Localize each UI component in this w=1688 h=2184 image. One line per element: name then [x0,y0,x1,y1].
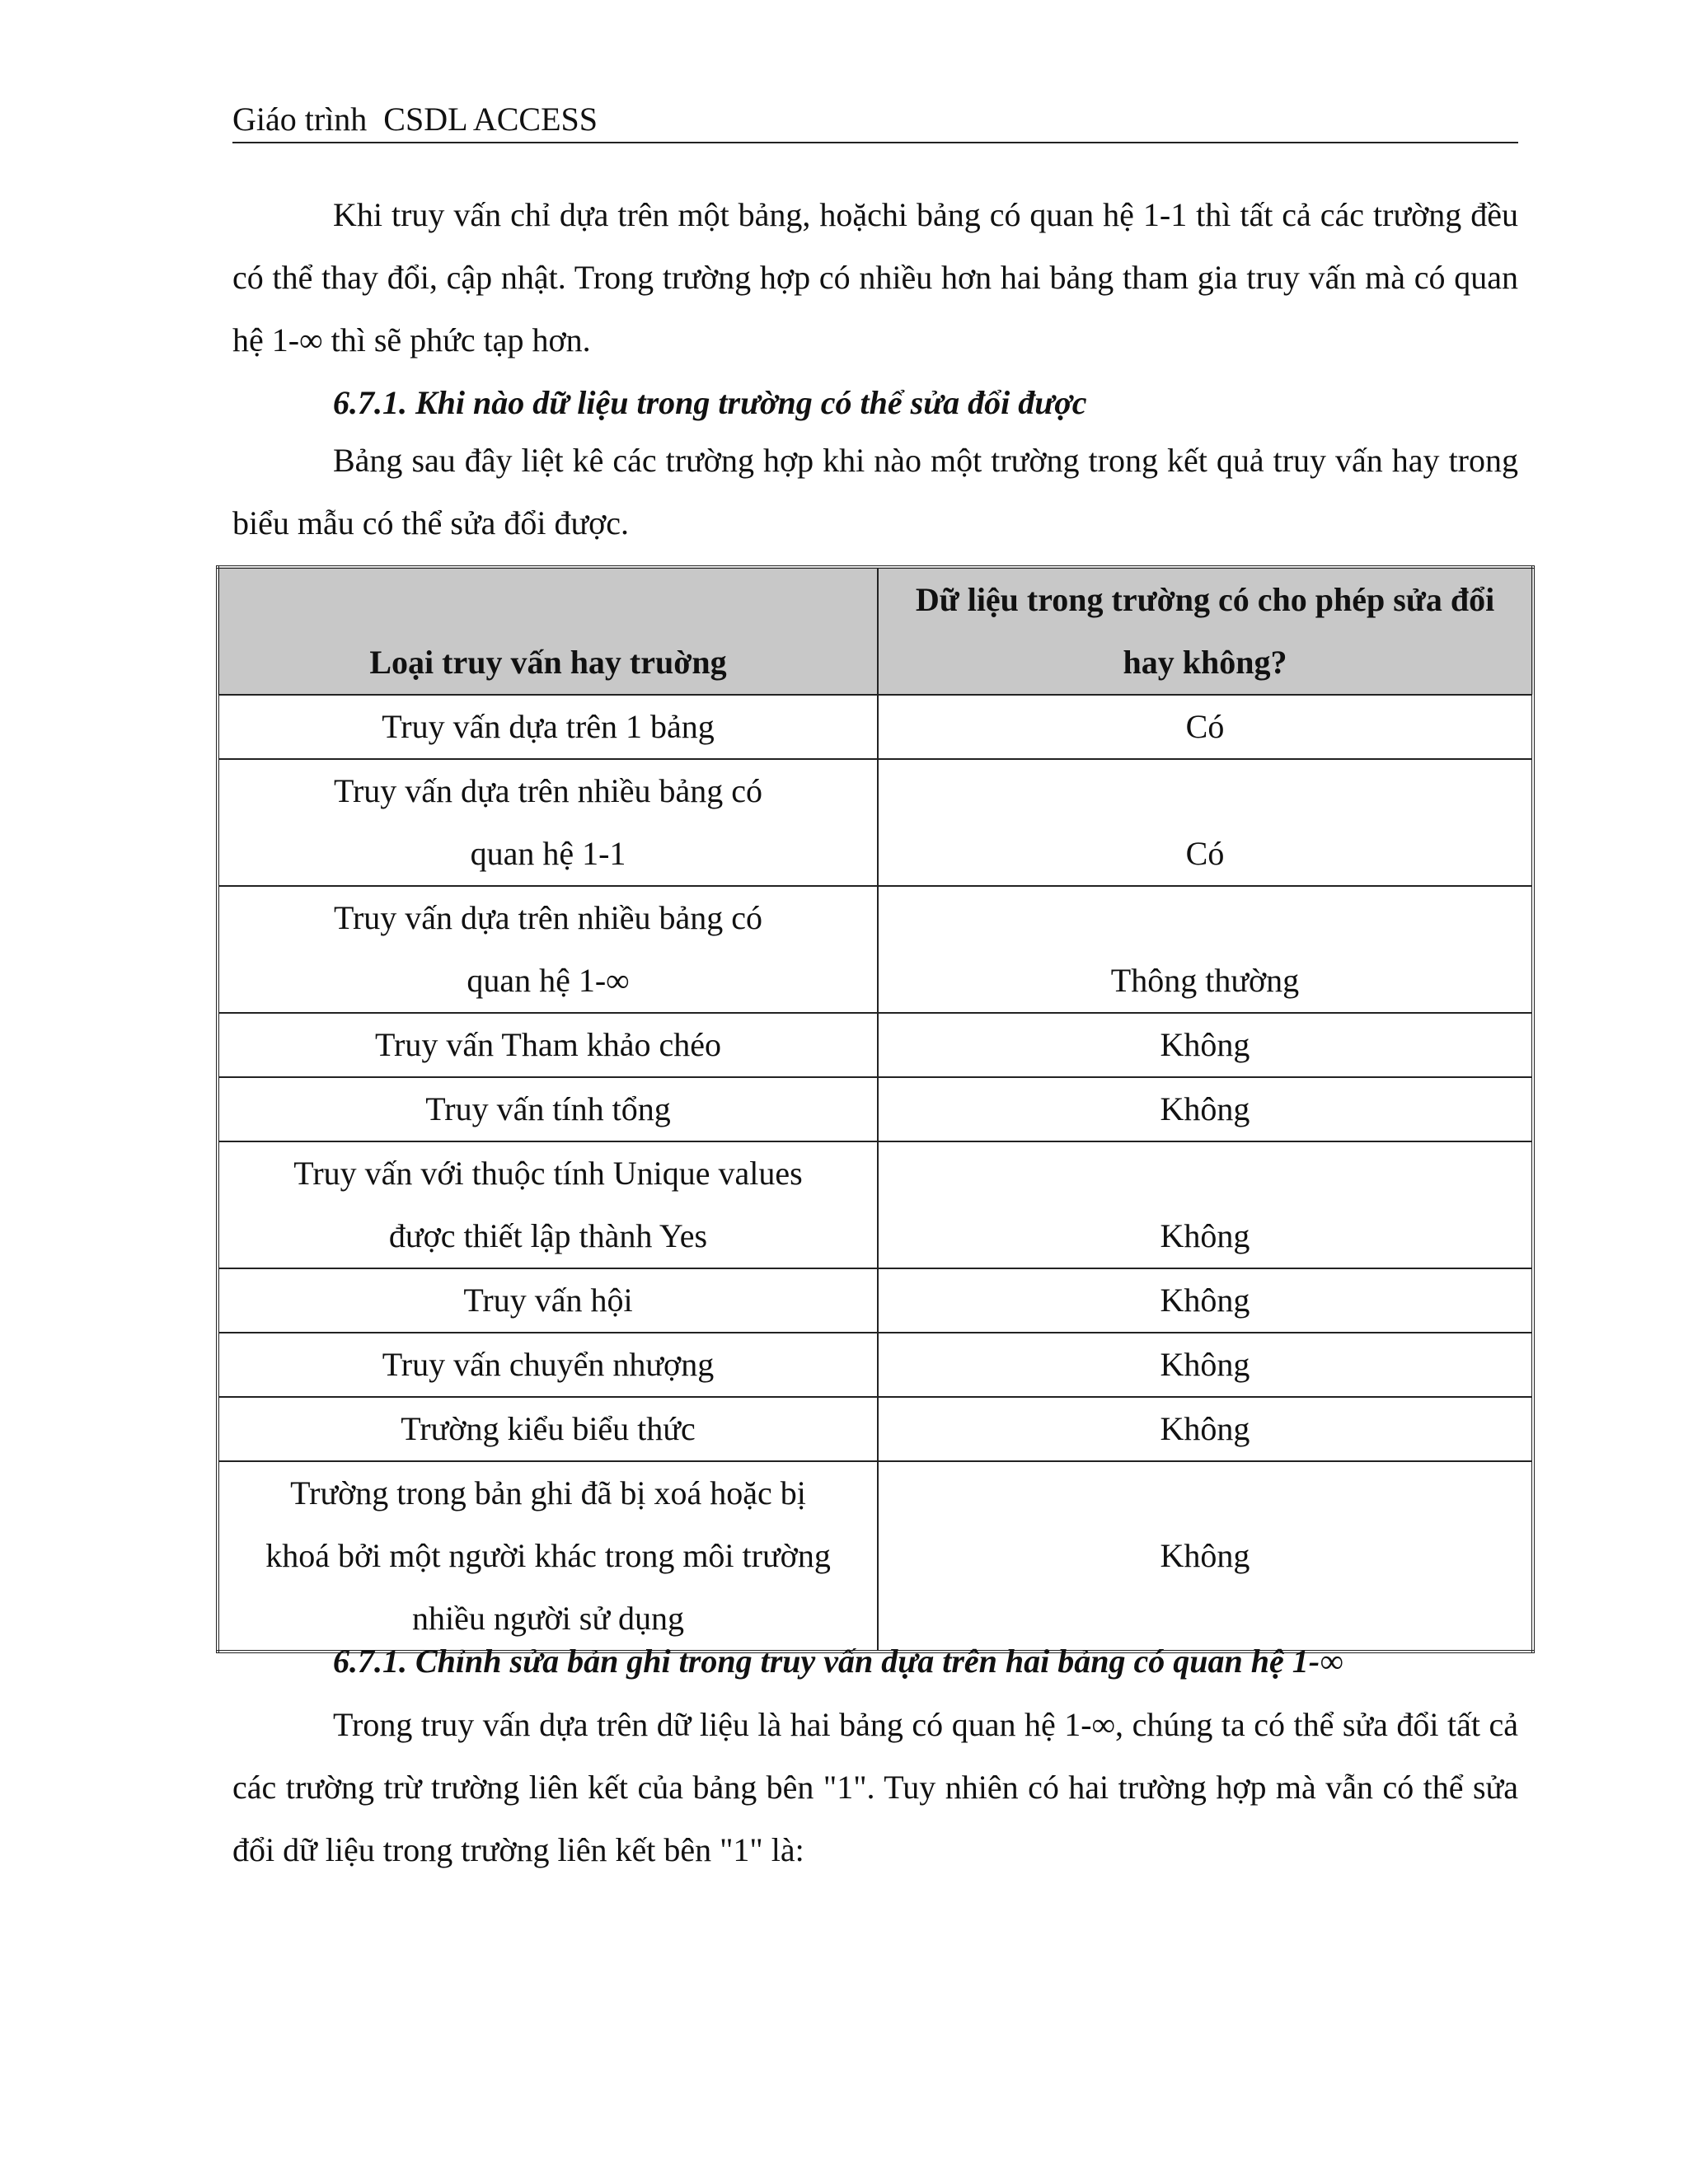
editable-cell: Không [878,1461,1533,1652]
query-type-cell [218,1333,878,1397]
column-header-editable-line-1: Dữ liệu trong trường có cho phép sửa đổi [915,581,1495,618]
editable-cell: Không [878,1397,1533,1461]
query-type-line: Truy vấn hội [463,1282,633,1319]
query-type-cell [218,1077,878,1141]
table-row [218,1397,1533,1461]
query-type-cell [218,1013,878,1077]
table-row [218,1141,1533,1268]
query-type-line: Trường trong bản ghi đã bị xoá hoặc bị [290,1474,806,1511]
table-row [218,1013,1533,1077]
table-row [218,1268,1533,1333]
query-type-line: được thiết lập thành Yes [388,1217,708,1254]
table-row [218,759,1533,886]
query-type-line: quan hệ 1-∞ [467,962,630,999]
editable-cell: Không [878,1077,1533,1141]
query-type-line: Trường kiểu biểu thức [401,1410,696,1447]
table-header-row [218,567,1533,695]
query-type-line: Truy vấn dựa trên nhiều bảng có [333,899,763,936]
query-type-line: Truy vấn dựa trên nhiều bảng có [333,772,763,809]
column-header-editable [878,567,1533,695]
query-type-line: nhiều người sử dụng [411,1600,685,1637]
query-type-cell [218,1141,878,1268]
query-type-cell [218,1461,878,1652]
editable-cell: Có [878,695,1533,759]
query-type-cell [218,886,878,1013]
editable-cell: Không [878,1268,1533,1333]
query-type-line: quan hệ 1-1 [470,835,626,872]
query-type-line: Truy vấn tính tổng [425,1090,671,1127]
editability-table [216,565,1535,1653]
editable-cell: Không [878,1333,1533,1397]
final-paragraph: Trong truy vấn dựa trên dữ liệu là hai bảng có quan hệ 1-∞, chúng ta có thể sửa đổi tất cả các trường trừ trường liên kết của bảng bên "1". Tuy nhiên có hai trường hợp mà vẫn có thể sửa đổi dữ liệu trong trường liên kết bên "1" là: [232,1706,1518,1868]
query-type-cell [218,695,878,759]
editable-cell: Không [878,1013,1533,1077]
table-row [218,1461,1533,1652]
table-row [218,1077,1533,1141]
editable-cell: Có [878,759,1533,886]
query-type-line: khoá bởi một người khác trong môi trường [265,1537,831,1574]
editable-cell: Thông thường [878,886,1533,1013]
query-type-line: Truy vấn với thuộc tính Unique values [293,1155,803,1192]
header-title: Giáo trình CSDL ACCESS [232,101,598,138]
table-row [218,695,1533,759]
query-type-line: Truy vấn dựa trên 1 bảng [382,708,715,745]
table-row [218,886,1533,1013]
table-row [218,1333,1533,1397]
column-header-editable-line-2: hay không? [1123,644,1287,681]
query-type-cell [218,759,878,886]
section-heading-edit-records: 6.7.1. Chỉnh sửa bản ghi trong truy vấn dựa trên hai bảng có quan hệ 1-∞ [333,1643,1343,1680]
intro-paragraph: Khi truy vấn chỉ dựa trên một bảng, hoặchi bảng có quan hệ 1-1 thì tất cả các trường đều có thể thay đổi, cập nhật. Trong trường hợp có nhiều hơn hai bảng tham gia truy vấn mà có quan hệ 1-∞ thì sẽ phức tạp hơn. [232,196,1518,359]
column-header-query-type: Loại truy vấn hay truờng [218,567,878,695]
editable-cell: Không [878,1141,1533,1268]
table-intro-paragraph: Bảng sau đây liệt kê các trường hợp khi nào một trường trong kết quả truy vấn hay trong biểu mẫu có thể sửa đổi được. [232,442,1518,541]
query-type-cell [218,1268,878,1333]
query-type-line: Truy vấn Tham khảo chéo [375,1026,721,1063]
page-header [232,97,1518,143]
query-type-cell [218,1397,878,1461]
query-type-line: Truy vấn chuyển nhượng [382,1346,715,1383]
section-heading-editable-fields: 6.7.1. Khi nào dữ liệu trong trường có thể sửa đổi được [333,384,1087,421]
